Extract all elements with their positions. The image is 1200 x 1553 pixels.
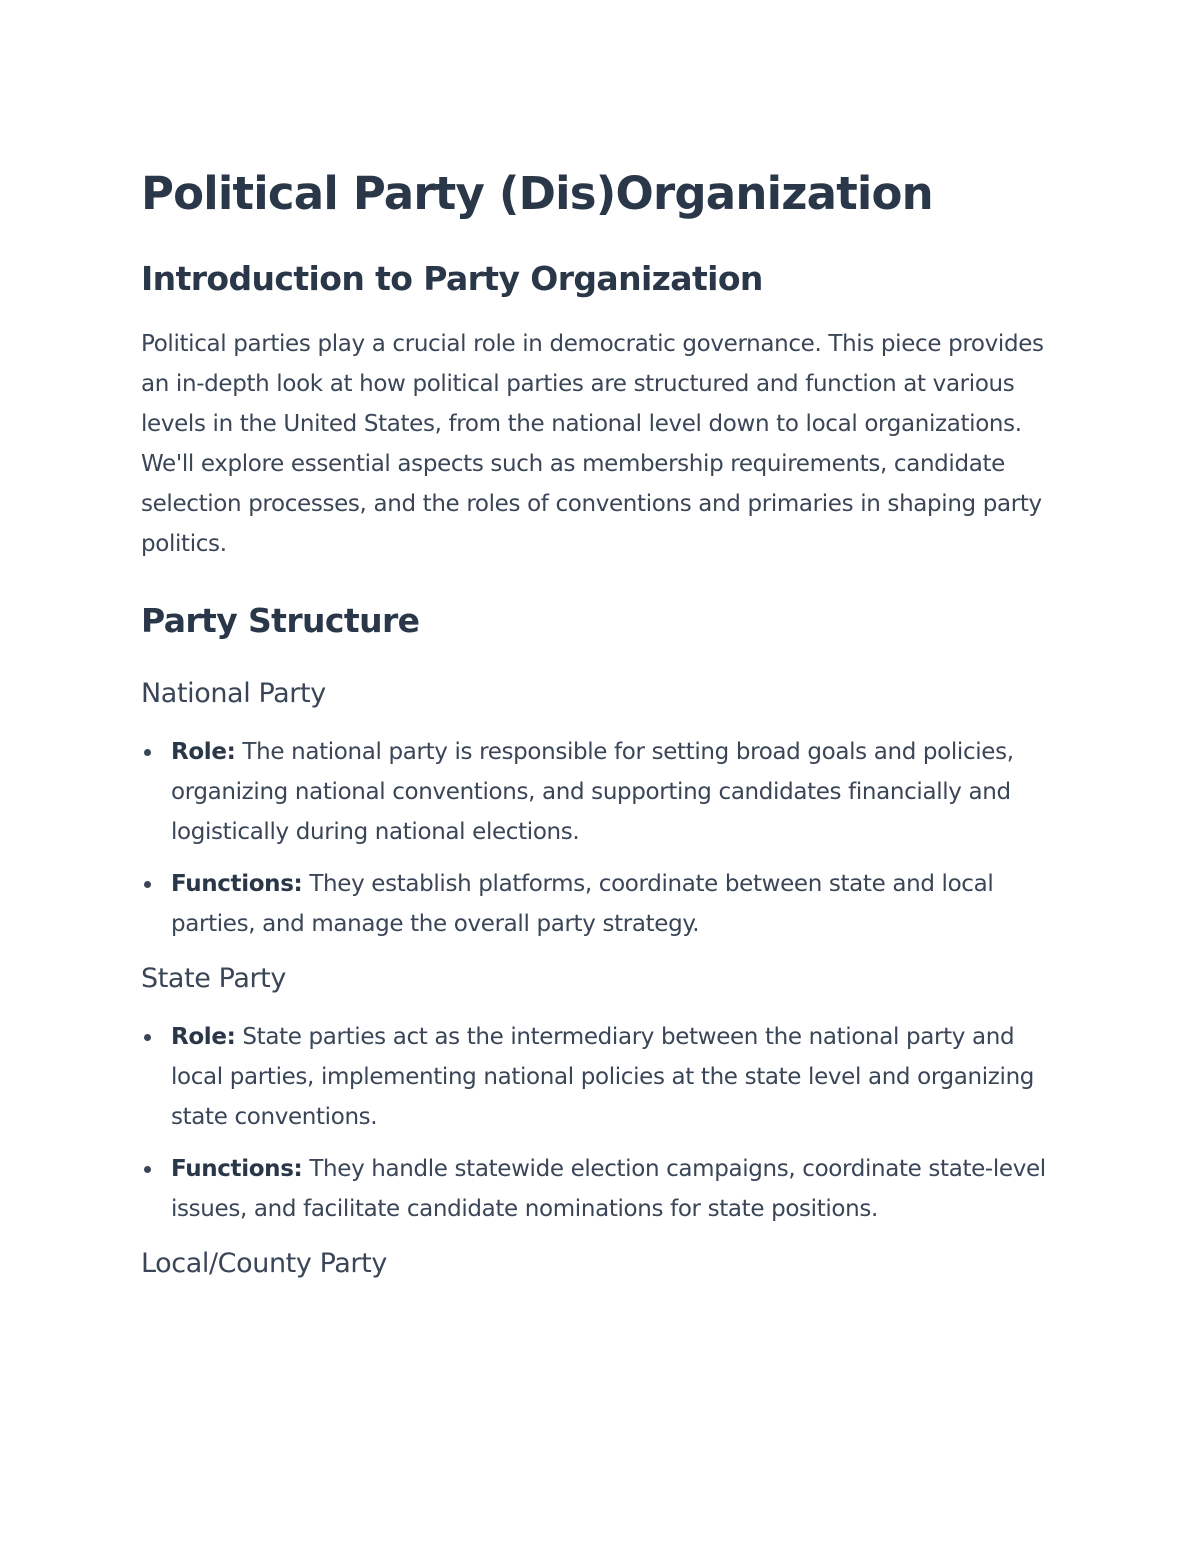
list-item-term: Functions: bbox=[171, 1156, 303, 1182]
national-party-list bbox=[141, 732, 1071, 944]
list-item-term: Functions: bbox=[171, 871, 303, 897]
state-party-list bbox=[141, 1017, 1071, 1229]
intro-heading: Introduction to Party Organization bbox=[141, 259, 763, 298]
state-party-heading: State Party bbox=[141, 963, 286, 994]
list-item bbox=[141, 1149, 1071, 1229]
intro-paragraph: Political parties play a crucial role in democratic governance. This piece provides an in-depth look at how political parties are structured and function at various levels in the United States, from the national level down to local organizations. We'll explore essential aspects such as membership requirements, candidate selection processes, and the roles of conventions and primaries in shaping party politics. bbox=[141, 331, 1044, 557]
party-structure-heading: Party Structure bbox=[141, 601, 420, 640]
list-item-text: They handle statewide election campaigns, coordinate state-level issues, and facilitate candidate nominations for state positions. bbox=[171, 1156, 1046, 1222]
document-title: Political Party (Dis)Organization bbox=[141, 167, 933, 220]
list-item-text: State parties act as the intermediary between the national party and local parties, implementing national policies at the state level and organizing state conventions. bbox=[171, 1024, 1035, 1130]
list-item-term: Role: bbox=[171, 1024, 236, 1050]
list-item-text: They establish platforms, coordinate between state and local parties, and manage the overall party strategy. bbox=[171, 871, 994, 937]
document-page bbox=[141, 162, 1071, 1284]
list-item-text: The national party is responsible for setting broad goals and policies, organizing national conventions, and supporting candidates financially and logistically during national elections. bbox=[171, 739, 1014, 845]
local-county-party-heading: Local/County Party bbox=[141, 1248, 387, 1279]
bullet-icon bbox=[144, 749, 151, 756]
bullet-icon bbox=[144, 881, 151, 888]
list-item bbox=[141, 864, 1071, 944]
bullet-icon bbox=[144, 1166, 151, 1173]
bullet-icon bbox=[144, 1034, 151, 1041]
list-item-term: Role: bbox=[171, 739, 236, 765]
list-item bbox=[141, 732, 1071, 852]
list-item bbox=[141, 1017, 1071, 1137]
national-party-heading: National Party bbox=[141, 678, 326, 709]
